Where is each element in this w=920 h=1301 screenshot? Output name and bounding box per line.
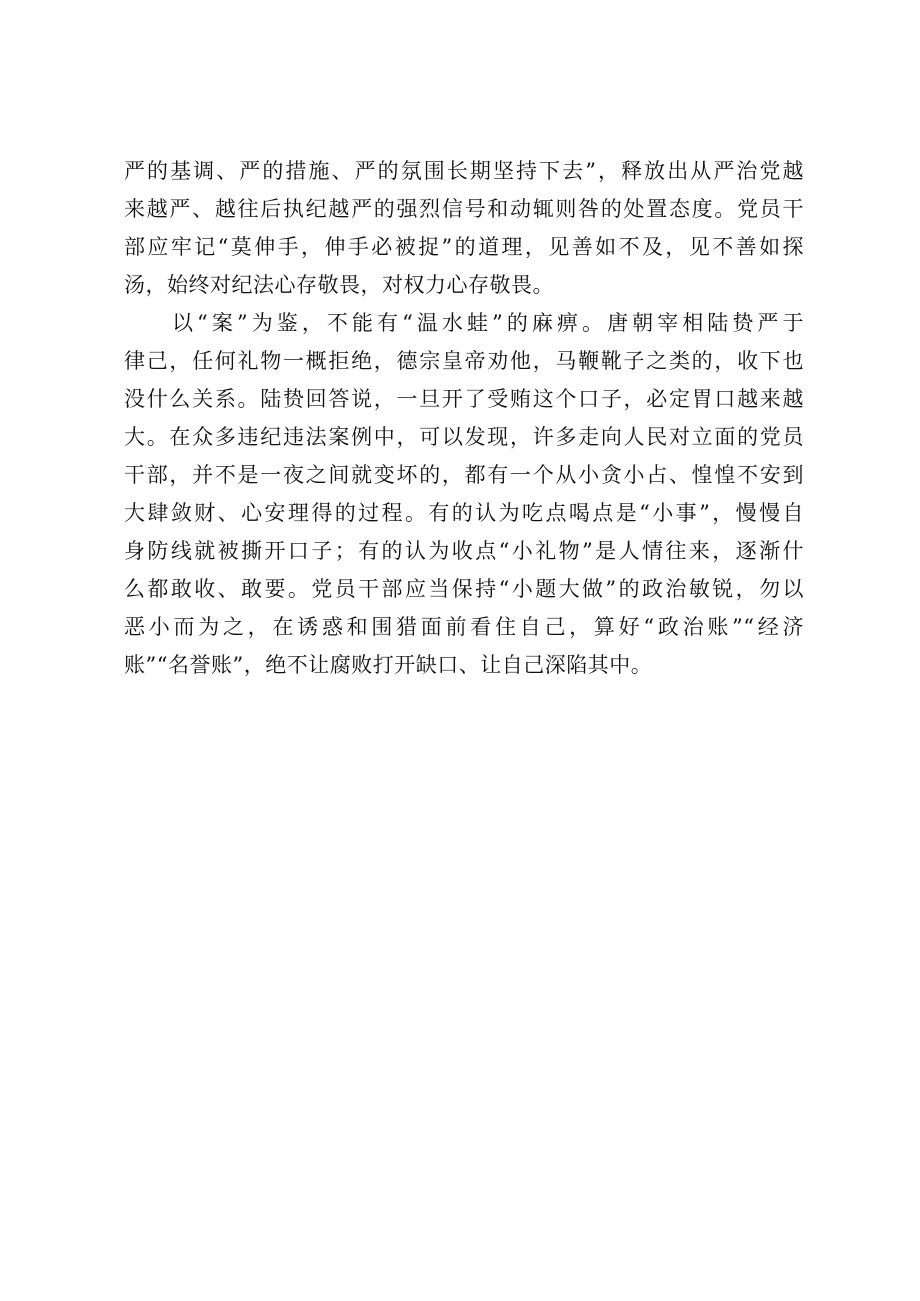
- text-line: 大。在众多违纪违法案例中，可以发现，许多走向人民对立面的党员: [124, 425, 804, 449]
- text-line: 律己，任何礼物一概拒绝，德宗皇帝劝他，马鞭靴子之类的，收下也: [124, 349, 804, 373]
- text-line: 账”“名誉账”，绝不让腐败打开缺口、让自己深陷其中。: [124, 653, 653, 677]
- text-line: 干部，并不是一夜之间就变坏的，都有一个从小贪小占、惶惶不安到: [124, 463, 804, 487]
- text-line: 大肆敛财、心安理得的过程。有的认为吃点喝点是“小事”，慢慢自: [124, 501, 804, 525]
- text-line: 没什么关系。陆贽回答说，一旦开了受贿这个口子，必定胃口越来越: [124, 387, 804, 411]
- text-line: 么都敢收、敢要。党员干部应当保持“小题大做”的政治敏锐，勿以: [124, 577, 804, 601]
- document-body: [124, 152, 804, 684]
- text-line: 身防线就被撕开口子；有的认为收点“小礼物”是人情往来，逐渐什: [124, 539, 804, 563]
- text-line: 严的基调、严的措施、严的氛围长期坚持下去”，释放出从严治党越: [124, 159, 804, 183]
- text-line: 汤，始终对纪法心存敬畏，对权力心存敬畏。: [124, 273, 554, 297]
- text-line: 以“案”为鉴，不能有“温水蛙”的麻痹。唐朝宰相陆贽严于: [172, 311, 804, 335]
- text-line: 部应牢记“莫伸手，伸手必被捉”的道理，见善如不及，见不善如探: [124, 235, 804, 259]
- paragraph-2: [124, 304, 804, 684]
- paragraph-1: [124, 152, 804, 304]
- text-line: 来越严、越往后执纪越严的强烈信号和动辄则咎的处置态度。党员干: [124, 197, 804, 221]
- text-line: 恶小而为之，在诱惑和围猎面前看住自己，算好“政治账”“经济: [124, 615, 804, 639]
